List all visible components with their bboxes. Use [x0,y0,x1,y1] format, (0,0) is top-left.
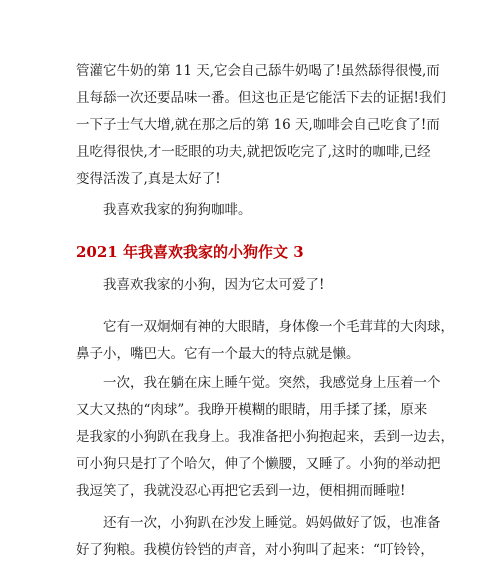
paragraph-4 [76,314,454,368]
text-line: 且每舔一次还要品味一番。但这也正是它能活下去的证据!我们 [76,90,446,106]
text-line: 一次，我在躺在床上睡午觉。突然，我感觉身上压着一个 [76,375,441,391]
text-line: 一下子士气大增,就在那之后的第 16 天,咖啡会自己吃食了!而 [76,117,440,133]
text-line: 可小狗只是打了个哈欠，伸了个懒腰，又睡了。小狗的举动把 [76,456,441,472]
text-line: 好了狗粮。我模仿铃铛的声音，对小狗叫了起来：“叮铃铃， [76,542,434,558]
text-line: 且吃得很快,才一眨眼的功夫,就把饭吃完了,这时的咖啡,已经 [76,144,431,160]
text-line: 我喜欢我家的狗狗咖啡。 [76,202,252,218]
text-line: 鼻子小，嘴巴大。它有一个最大的特点就是懒。 [76,346,360,362]
paragraph-1 [76,58,446,193]
text-line: 管灌它牛奶的第 11 天,它会自己舔牛奶喝了!虽然舔得很慢,而 [76,63,440,79]
paragraph-2 [76,197,430,224]
paragraph-5 [76,370,454,505]
paragraph-6 [76,510,441,564]
text-line: 我喜欢我家的小狗，因为它太可爱了! [76,277,325,293]
text-line: 变得活泼了,真是太好了! [76,171,221,187]
text-line: 它有一双炯炯有神的大眼睛，身体像一个毛茸茸的大肉球， [76,319,454,335]
text-line: 是我家的小狗趴在我身上。我准备把小狗抱起来，丢到一边去， [76,429,454,445]
section-heading: 2021 年我喜欢我家的小狗作文 3 [76,243,304,261]
paragraph-3 [76,272,430,299]
text-line: 还有一次，小狗趴在沙发上睡觉。妈妈做好了饭，也准备 [76,515,441,531]
text-line: 又大又热的“肉球”。我睁开模糊的眼睛，用手揉了揉，原来 [76,402,428,418]
text-line: 我逗笑了，我就没忍心再把它丢到一边，便相拥而睡啦! [76,483,406,499]
